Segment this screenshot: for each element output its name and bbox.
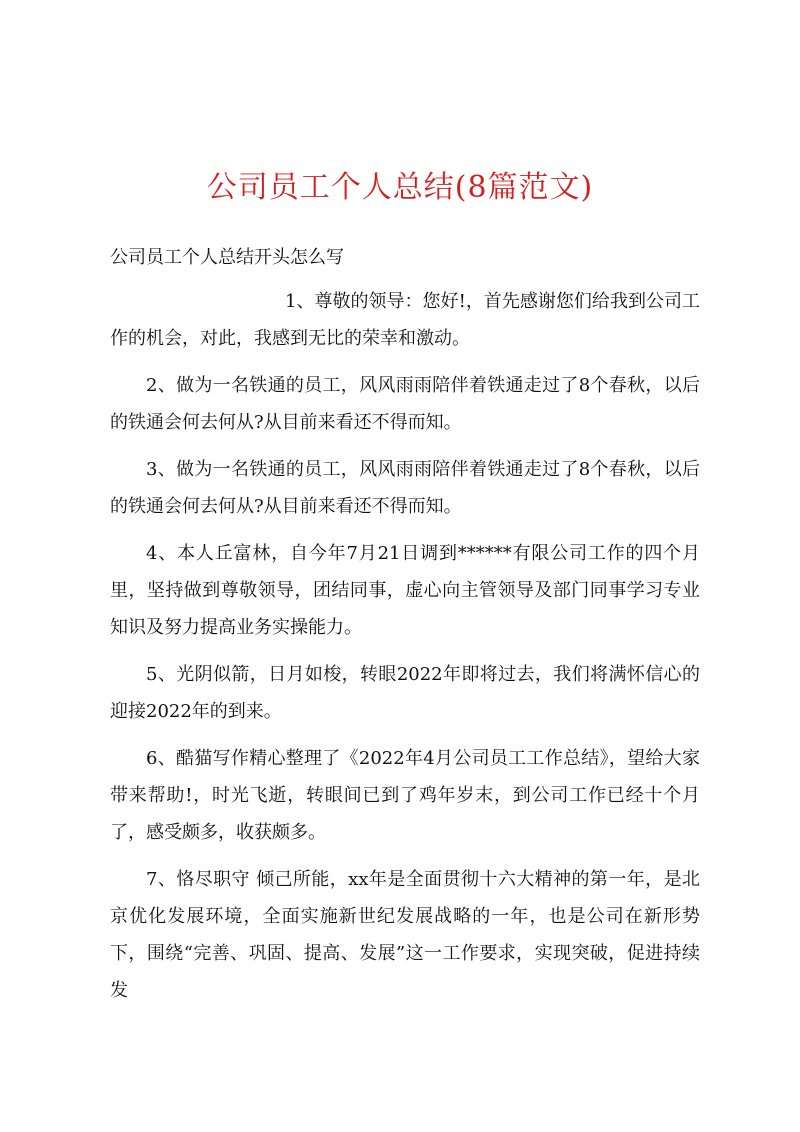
paragraph-7: 7、恪尽职守 倾己所能，xx年是全面贯彻十六大精神的第一年，是北京优化发展环境，全面实施新世纪发展战略的一年，也是公司在新形势下，围绕“完善、巩固、提高、发展”这一工作要求，实现突破，促进持续发 <box>110 869 700 1001</box>
paragraph-6: 6、酷猫写作精心整理了《2022年4月公司员工工作总结》，望给大家带来帮助!，时光飞逝，转眼间已到了鸡年岁末，到公司工作已经十个月了，感受颇多，收获颇多。 <box>110 748 700 843</box>
paragraph-3: 3、做为一名铁通的员工，风风雨雨陪伴着铁通走过了8个春秋，以后的铁通会何去何从?从目前来看还不得而知。 <box>110 459 700 517</box>
paragraph-2: 2、做为一名铁通的员工，风风雨雨陪伴着铁通走过了8个春秋，以后的铁通会何去何从?从目前来看还不得而知。 <box>110 375 700 433</box>
paragraph-4: 4、本人丘富林，自今年7月21日调到******有限公司工作的四个月里，坚持做到尊敬领导，团结同事，虚心向主管领导及部门同事学习专业知识及努力提高业务实操能力。 <box>110 543 700 638</box>
section-heading: 公司员工个人总结开头怎么写 <box>110 247 344 268</box>
document-title: 公司员工个人总结(8篇范文) <box>206 170 594 205</box>
paragraph-5: 5、光阴似箭，日月如梭，转眼2022年即将过去，我们将满怀信心的迎接2022年的到来。 <box>110 664 700 722</box>
document-body <box>110 283 700 1019</box>
paragraph-1: 1、尊敬的领导：您好!，首先感谢您们给我到公司工作的机会，对此，我感到无比的荣幸和激动。 <box>110 291 700 349</box>
